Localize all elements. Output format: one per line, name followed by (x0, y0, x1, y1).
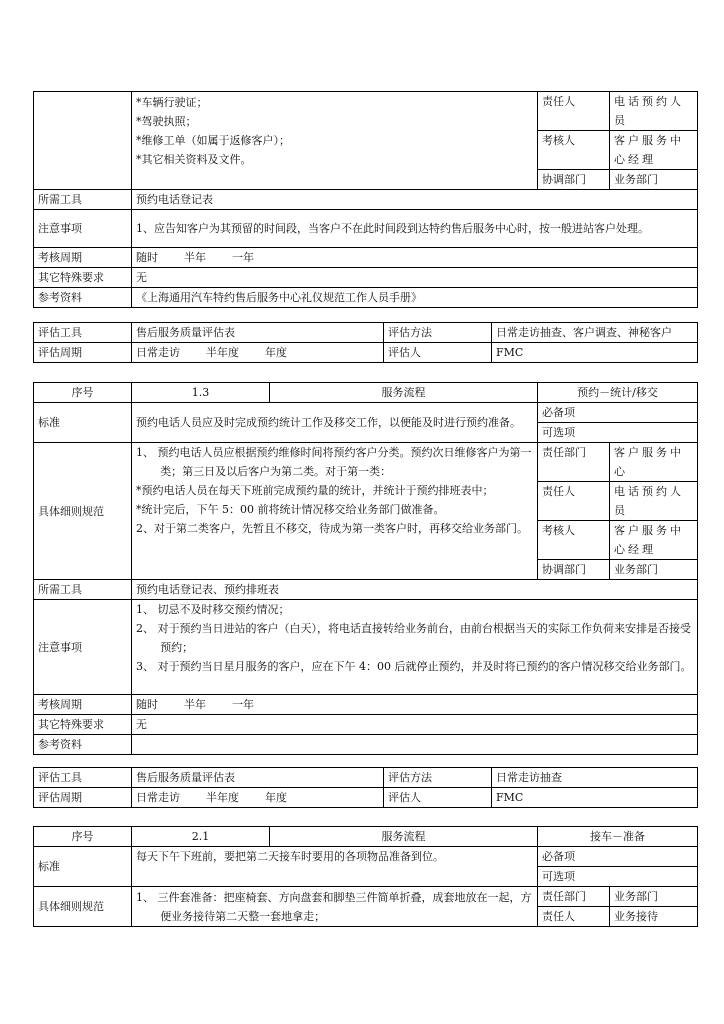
note-item: 3、 对于预约当日星月服务的客户，应在下午 4：00 后就停止预约，并及时将已预约的客户情况移交给业务部门。 (136, 660, 692, 673)
eval-tool-label: 评估工具 (34, 323, 132, 343)
special-value: 无 (132, 715, 698, 735)
eval-method-label: 评估方法 (384, 768, 492, 788)
special-value: 无 (132, 268, 698, 288)
eval-cycle-value: 日常走访 (136, 346, 180, 359)
ref-label: 参考资料 (34, 735, 132, 755)
rules-label: 具体细则规范 (34, 443, 132, 580)
role-label: 责任部门 (538, 443, 610, 482)
evaluator-value: FMC (492, 788, 698, 808)
tools-label: 所需工具 (34, 190, 132, 210)
cycle-value: 半年 (184, 251, 206, 264)
required-item: 必备项 (538, 403, 698, 423)
rules-paragraph: 2、对于第二类客户，先暂且不移交，待成为第一类客户时，再移交给业务部门。 (136, 522, 528, 535)
eval-tool-value: 售后服务质量评估表 (132, 323, 384, 343)
ref-value (132, 735, 698, 755)
role-value: 电话预约人员 (610, 92, 698, 131)
notes-value: 1、应告知客户为其预留的时间段，当客户不在此时间段到达特约售后服务中心时，按一般进站客户处理。 (132, 210, 698, 248)
section1-docs (132, 92, 538, 190)
tools-value: 预约电话登记表 (132, 190, 698, 210)
seq-value: 1.3 (132, 383, 270, 403)
tools-label: 所需工具 (34, 580, 132, 600)
role-label: 协调部门 (538, 170, 610, 190)
seq-value: 2.1 (132, 827, 270, 847)
flow-value: 预约－统计/移交 (538, 383, 698, 403)
standard-value: 每天下午下班前，要把第二天接车时要用的各项物品准备到位。 (132, 847, 538, 887)
standard-label: 标准 (34, 847, 132, 887)
flow-value: 接车－准备 (538, 827, 698, 847)
role-value: 电话预约人员 (610, 482, 698, 521)
eval-method-label: 评估方法 (384, 323, 492, 343)
cycle-value: 半年 (184, 698, 206, 711)
role-label: 责任部门 (538, 887, 610, 907)
rules-body (132, 443, 538, 580)
rules-paragraph: *统计完后，下午 5：00 前将统计情况移交给业务部门做准备。 (136, 503, 445, 516)
ref-value: 《上海通用汽车特约售后服务中心礼仪规范工作人员手册》 (132, 288, 698, 308)
role-label: 考核人 (538, 131, 610, 170)
evaluator-label: 评估人 (384, 343, 492, 363)
standard-value: 预约电话人员应及时完成预约统计工作及移交工作，以便能及时进行预约准备。 (132, 403, 538, 443)
special-label: 其它特殊要求 (34, 268, 132, 288)
role-label: 考核人 (538, 521, 610, 560)
evaluator-label: 评估人 (384, 788, 492, 808)
required-item: 必备项 (538, 847, 698, 867)
special-label: 其它特殊要求 (34, 715, 132, 735)
cycle-value: 一年 (232, 251, 254, 264)
seq-label: 序号 (34, 827, 132, 847)
cycle-values (132, 695, 698, 715)
tools-value: 预约电话登记表、预约排班表 (132, 580, 698, 600)
eval-cycle-label: 评估周期 (34, 788, 132, 808)
flow-label: 服务流程 (270, 827, 538, 847)
eval-tool-label: 评估工具 (34, 768, 132, 788)
section1-table (33, 91, 698, 308)
eval-cycle-value: 年度 (265, 346, 287, 359)
section3-table (33, 826, 698, 927)
eval1-table (33, 322, 698, 363)
role-value: 客户服务中心经理 (610, 521, 698, 560)
eval-cycle-values (132, 343, 384, 363)
eval2-table (33, 767, 698, 808)
cycle-label: 考核周期 (34, 248, 132, 268)
role-label: 协调部门 (538, 560, 610, 580)
role-label: 责任人 (538, 92, 610, 131)
role-value: 业务部门 (610, 170, 698, 190)
eval-cycle-value: 半年度 (206, 346, 239, 359)
eval-cycle-value: 半年度 (206, 791, 239, 804)
eval-method-value: 日常走访抽查、客户调查、神秘客户 (492, 323, 698, 343)
role-value: 业务接待 (610, 907, 698, 927)
doc-line: *车辆行驶证； (136, 96, 208, 109)
notes-body (132, 600, 698, 695)
rules-paragraph: *预约电话人员在每天下班前完成预约量的统计，并统计于预约排班表中； (136, 484, 494, 497)
note-item: 1、 切忌不及时移交预约情况； (136, 603, 290, 616)
role-value: 客户服务中心经理 (610, 131, 698, 170)
optional-item: 可选项 (538, 867, 698, 887)
role-value: 客户服务中心 (610, 443, 698, 482)
rules-label: 具体细则规范 (34, 887, 132, 927)
role-label: 责任人 (538, 907, 610, 927)
notes-label: 注意事项 (34, 210, 132, 248)
cycle-value: 随时 (136, 698, 158, 711)
doc-line: *维修工单（如属于返修客户）； (136, 134, 290, 147)
seq-label: 序号 (34, 383, 132, 403)
role-value: 业务部门 (610, 560, 698, 580)
notes-label: 注意事项 (34, 600, 132, 695)
note-item: 2、 对于预约当日进站的客户（白天），将电话直接转给业务前台，由前台根据当天的实际工作负荷来安排是否接受预约； (136, 622, 691, 654)
section1-blank-label (34, 92, 132, 190)
eval-cycle-value: 日常走访 (136, 791, 180, 804)
doc-line: *其它相关资料及文件。 (136, 153, 252, 166)
role-value: 业务部门 (610, 887, 698, 907)
eval-cycle-value: 年度 (265, 791, 287, 804)
rules-paragraph: 1、 三件套准备：把座椅套、方向盘套和脚垫三件简单折叠，成套地放在一起，方便业务接待第二天整一套地拿走； (136, 890, 532, 923)
ref-label: 参考资料 (34, 288, 132, 308)
eval-tool-value: 售后服务质量评估表 (132, 768, 384, 788)
cycle-value: 随时 (136, 251, 158, 264)
flow-label: 服务流程 (270, 383, 538, 403)
eval-cycle-label: 评估周期 (34, 343, 132, 363)
doc-line: *驾驶执照； (136, 115, 197, 128)
rules-value (132, 887, 538, 927)
cycle-value: 一年 (232, 698, 254, 711)
role-label: 责任人 (538, 482, 610, 521)
rules-paragraph: 1、 预约电话人员应根据预约维修时间将预约客户分类。预约次日维修客户为第一类；第三日及以后客户为第二类。对于第一类： (136, 446, 532, 478)
eval-cycle-values (132, 788, 384, 808)
cycle-label: 考核周期 (34, 695, 132, 715)
standard-label: 标准 (34, 403, 132, 443)
cycle-values (132, 248, 698, 268)
optional-item: 可选项 (538, 423, 698, 443)
evaluator-value: FMC (492, 343, 698, 363)
section2-table (33, 382, 698, 755)
eval-method-value: 日常走访抽查 (492, 768, 698, 788)
